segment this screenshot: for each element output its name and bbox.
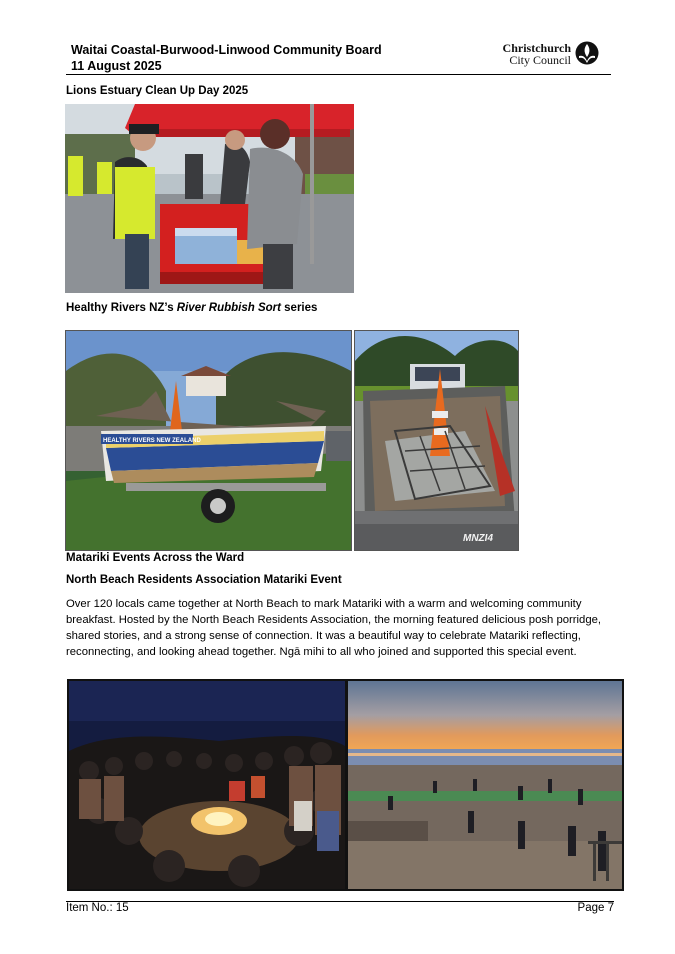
page-number: Page 7	[577, 902, 614, 914]
council-logo	[498, 41, 603, 67]
boat-trailer-photo	[65, 330, 352, 551]
logo-line-2: City Council	[509, 53, 571, 67]
matariki-fire-photo	[67, 679, 347, 891]
logo-line-1: Christchurch	[502, 41, 571, 55]
rubbish-trailer-photo	[354, 330, 519, 551]
lions-cleanup-photo	[65, 104, 354, 293]
boat-hull-label: HEALTHY RIVERS NEW ZEALAND	[103, 438, 201, 444]
header-divider	[66, 74, 611, 75]
item-number: Item No.: 15	[66, 902, 129, 914]
rivers-series-name: River Rubbish Sort	[176, 302, 281, 314]
footer-divider	[66, 901, 614, 902]
beach-sunrise-photo	[346, 679, 624, 891]
north-beach-heading: North Beach Residents Association Matariki Event	[66, 574, 342, 586]
trailer-registration: MNZI4	[463, 533, 493, 544]
meeting-date: 11 August 2025	[71, 59, 162, 73]
lions-heading: Lions Estuary Clean Up Day 2025	[66, 85, 249, 97]
rivers-heading: Healthy Rivers NZ’s River Rubbish Sort series	[66, 302, 318, 314]
matariki-heading: Matariki Events Across the Ward	[66, 552, 245, 564]
board-name: Waitai Coastal-Burwood-Linwood Community Board	[71, 43, 382, 57]
christchurch-cathedral-leaf-icon	[575, 41, 599, 65]
north-beach-paragraph: Over 120 locals came together at North Beach to mark Matariki with a warm and welcoming community breakfast. Hosted by the North Beach Residents Association, the morning featured delicious posh porridge, shared stories, and a strong sense of connection. It was a beautiful way to celebrate Matariki reflecting, reconnecting, and looking ahead together. Ngā mihi to all who joined and supported this special event.	[66, 598, 602, 658]
document-header	[71, 42, 382, 74]
